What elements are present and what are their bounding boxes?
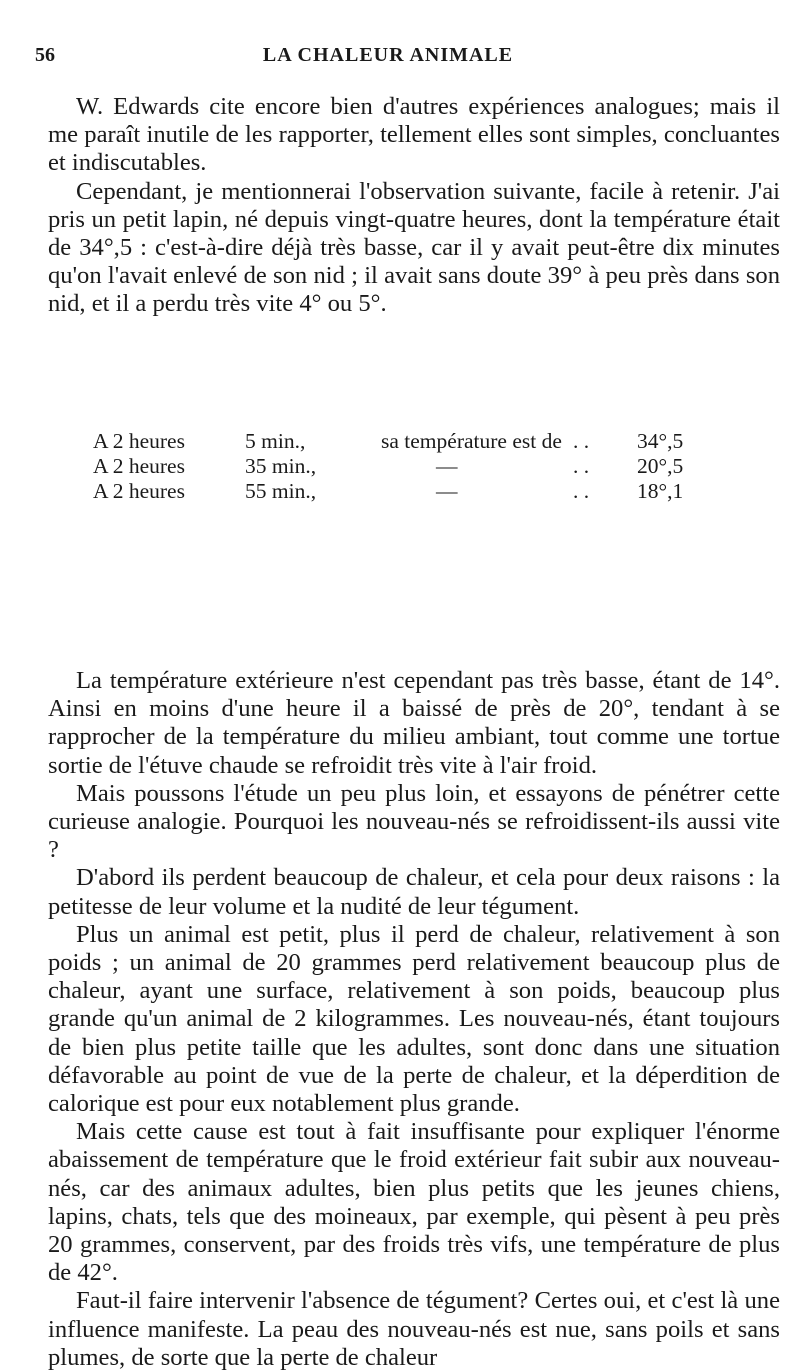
table-cell-time: A 2 heures	[93, 454, 185, 478]
paragraph: La température extérieure n'est cependant pas très basse, étant de 14°. Ainsi en moins d'une heure il a baissé de près de 20°, tendant à se rapprocher de la température du milieu ambiant, tout comme une tortue sortie de l'étuve chaude se refroidit très vite à l'air froid.	[48, 667, 780, 779]
table-cell-time: A 2 heures	[93, 429, 185, 453]
table-cell-time: A 2 heures	[93, 479, 185, 503]
table-cell-value: 20°,5	[637, 454, 684, 478]
table-cell-duration: 35 min.,	[245, 454, 317, 478]
paragraph: Cependant, je mentionnerai l'observation suivante, facile à retenir. J'ai pris un petit lapin, né depuis vingt-quatre heures, dont la température était de 34°,5 : c'est-à-dire déjà très basse, car il y avait peut-être dix minutes qu'on l'avait enlevé de son nid ; il avait sans doute 39° à peu près dans son nid, et il a perdu très vite 4° ou 5°.	[48, 177, 780, 318]
paragraph: Mais cette cause est tout à fait insuffisante pour expliquer l'énorme abaissement de température que le froid extérieur fait subir aux nouveau-nés, car des animaux adultes, bien plus petits que les jeunes chiens, lapins, chats, tels que des moineaux, par exemple, qui pèsent à peu près 20 grammes, conservent, par des froids très vifs, une température de plus de 42°.	[48, 1118, 780, 1287]
table-cell-ditto-dash: —	[436, 479, 458, 503]
table-cell-dots: . .	[573, 429, 590, 453]
table-row	[93, 479, 753, 504]
running-title: LA CHALEUR ANIMALE	[262, 44, 514, 66]
paragraph: Plus un animal est petit, plus il perd de chaleur, relativement à son poids ; un animal de 20 grammes perd relativement beaucoup plus de chaleur, ayant une surface, relativement à son poids, beaucoup plus grande qu'un animal de 2 kilogrammes. Les nouveau-nés, étant toujours de bien plus petite taille que les adultes, sont donc dans une situation défavorable au point de vue de la perte de chaleur, et la déperdition de calorique est pour eux notablement plus grande.	[48, 920, 780, 1118]
table-cell-ditto-dash: —	[436, 454, 458, 478]
table-cell-description: sa température est de	[381, 429, 562, 453]
table-cell-duration: 55 min.,	[245, 479, 317, 503]
table-cell-duration: 5 min.,	[245, 429, 306, 453]
table-cell-dots: . .	[573, 454, 590, 478]
paragraph: Faut-il faire intervenir l'absence de tégument? Certes oui, et c'est là une influence manifeste. La peau des nouveau-nés est nue, sans poils et sans plumes, de sorte que la perte de chaleur	[48, 1287, 780, 1371]
table-row	[93, 454, 753, 479]
temperature-table	[93, 429, 753, 504]
body-text-top	[48, 93, 780, 319]
table-cell-value: 34°,5	[637, 429, 684, 453]
paragraph: W. Edwards cite encore bien d'autres expériences analogues; mais il me paraît inutile de les rapporter, tellement elles sont simples, concluantes et indiscutables.	[48, 93, 780, 177]
paragraph: Mais poussons l'étude un peu plus loin, et essayons de pénétrer cette curieuse analogie. Pourquoi les nouveau-nés se refroidissent-ils aussi vite ?	[48, 779, 780, 864]
page-number: 56	[35, 44, 55, 66]
table-cell-value: 18°,1	[637, 479, 684, 503]
paragraph: D'abord ils perdent beaucoup de chaleur, et cela pour deux raisons : la petitesse de leur volume et la nudité de leur tégument.	[48, 864, 780, 920]
body-text-bottom	[48, 667, 780, 1372]
table-cell-dots: . .	[573, 479, 590, 503]
running-head	[35, 44, 741, 74]
table-row	[93, 429, 753, 454]
